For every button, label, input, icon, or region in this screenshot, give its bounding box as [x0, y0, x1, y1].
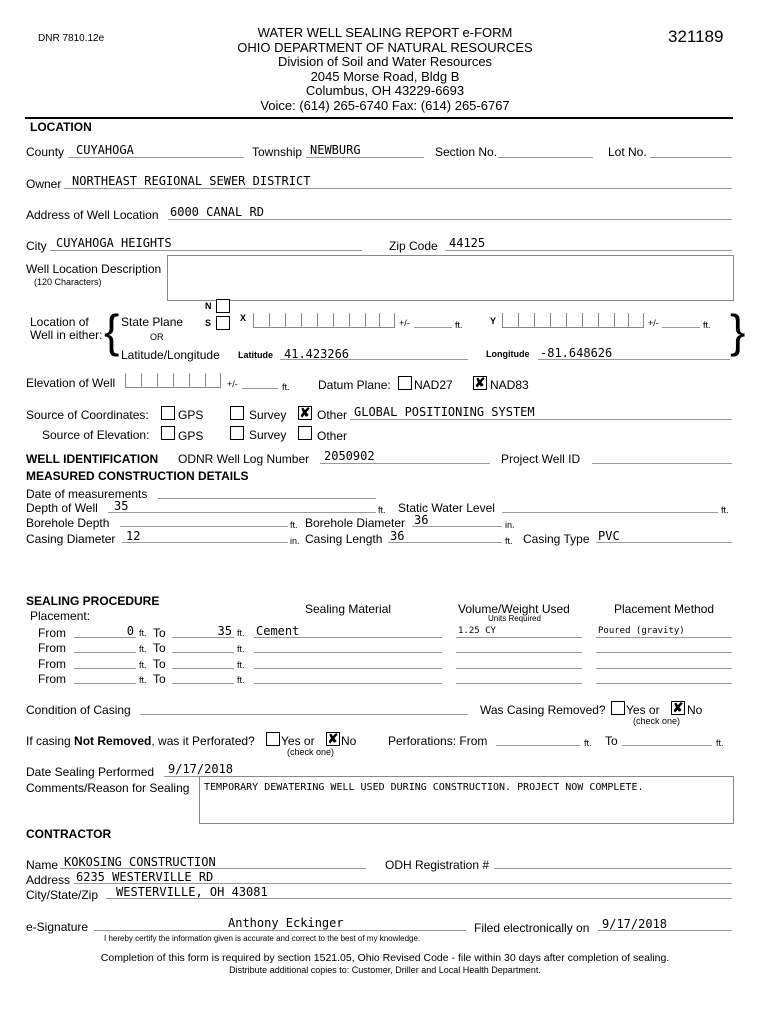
contractor-name-field[interactable]: KOKOSING CONSTRUCTION [64, 855, 216, 869]
removed-check-one: (check one) [633, 716, 681, 726]
datum-label: Datum Plane: [318, 378, 391, 392]
county-field[interactable]: CUYAHOGA [76, 143, 134, 157]
to-label: To [153, 641, 166, 655]
desc-field[interactable] [167, 255, 734, 301]
removed-label: Was Casing Removed? [480, 703, 606, 717]
depth-label: Depth of Well [26, 501, 98, 515]
depth-field[interactable]: 35 [114, 499, 129, 513]
date-sealing-field[interactable]: 9/17/2018 [168, 762, 234, 776]
or-label: OR [150, 332, 164, 342]
volume-header: Volume/Weight Used [458, 602, 570, 616]
esig-field[interactable]: Anthony Eckinger [228, 916, 344, 930]
owner-field[interactable]: NORTHEAST REGIONAL SEWER DISTRICT [72, 174, 311, 188]
perforations-from-label: Perforations: From [388, 734, 488, 748]
n-checkbox[interactable] [216, 299, 230, 313]
material-field[interactable]: Cement [256, 624, 300, 638]
perforations-to-label: To [605, 734, 618, 748]
latitude-field[interactable]: 41.423266 [284, 347, 350, 361]
to-ft-label: ft. [237, 644, 245, 654]
borehole-depth-label: Borehole Depth [26, 516, 110, 530]
coord-gps-checkbox[interactable] [161, 406, 175, 420]
method-header: Placement Method [614, 602, 715, 616]
bore-dia-field[interactable]: 36 [414, 513, 429, 527]
y-pm-label: +/- [648, 318, 659, 328]
casing-dia-field[interactable]: 12 [126, 529, 141, 543]
removed-yes-label: Yes or [626, 703, 660, 717]
filed-label: Filed electronically on [474, 921, 590, 935]
depth-ft-label: ft. [378, 505, 386, 515]
sealing-heading: SEALING PROCEDURE [26, 594, 160, 608]
contractor-address-field[interactable]: 6235 WESTERVILLE RD [76, 870, 214, 884]
odh-label: ODH Registration # [385, 858, 490, 872]
log-number-label: ODNR Well Log Number [178, 452, 310, 466]
x-coordinate-field[interactable] [253, 313, 395, 328]
from-ft-label: ft. [139, 628, 147, 638]
to-label: To [153, 672, 166, 686]
nad83-checkbox[interactable]: ✘ [474, 375, 486, 390]
zip-label: Zip Code [389, 239, 438, 253]
township-label: Township [252, 145, 303, 159]
volume-field[interactable]: 1.25 CY [458, 626, 496, 636]
elev-pm-label: +/- [227, 379, 238, 389]
casing-len-field[interactable]: 36 [390, 529, 405, 543]
to-ft-label: ft. [237, 660, 245, 670]
section-label: Section No. [435, 145, 498, 159]
elev-survey-label: Survey [249, 428, 287, 442]
coord-survey-label: Survey [249, 408, 287, 422]
removed-no-label: No [687, 703, 703, 717]
perforated-no-label: No [341, 734, 357, 748]
form-title: WATER WELL SEALING REPORT e-FORM OHIO DEPARTMENT OF NATURAL RESOURCES Division of Soil and Water Resources 2045 Morse Road, Bldg B Columbus, OH 43229-6693 Voice: (614) 265-6740 Fax: (614) 265-6767 [237, 25, 533, 113]
static-ft-label: ft. [721, 505, 729, 515]
coord-other-label: Other [317, 408, 348, 422]
method-field[interactable]: Poured (gravity) [598, 626, 685, 636]
material-header: Sealing Material [305, 602, 392, 616]
township-field[interactable]: NEWBURG [310, 143, 361, 157]
nad83-label: NAD83 [490, 378, 529, 392]
longitude-label: Longitude [486, 349, 530, 359]
footer-line-2: Distribute additional copies to: Customer, Driller and Local Health Department. [229, 965, 541, 975]
esig-label: e-Signature [26, 920, 89, 934]
perforated-label: If casing Not Removed, was it Perforated? [26, 734, 255, 748]
s-label: S [205, 318, 212, 328]
units-required-label: Units Required [488, 614, 541, 623]
from-ft-label: ft. [139, 644, 147, 654]
perforated-no-checkbox[interactable]: ✘ [327, 731, 339, 746]
elev-other-checkbox[interactable] [298, 426, 312, 440]
to-field[interactable]: 35 [217, 624, 232, 638]
construction-heading: MEASURED CONSTRUCTION DETAILS [26, 469, 249, 483]
location-of-label: Location of [30, 315, 89, 329]
latlong-label: Latitude/Longitude [121, 348, 220, 362]
zip-field[interactable]: 44125 [449, 236, 486, 250]
coord-source-label: Source of Coordinates: [26, 408, 149, 422]
date-sealing-label: Date Sealing Performed [26, 765, 155, 779]
from-ft-label: ft. [139, 660, 147, 670]
perf-to-ft: ft. [716, 738, 724, 748]
log-number-field[interactable]: 2050902 [324, 449, 375, 463]
nad27-checkbox[interactable] [398, 376, 412, 390]
n-label: N [205, 301, 212, 311]
casing-len-ft-label: ft. [505, 536, 513, 546]
y-coordinate-field[interactable] [502, 313, 644, 328]
from-label: From [38, 641, 66, 655]
date-measure-label: Date of measurements [26, 487, 148, 501]
owner-label: Owner [26, 177, 62, 191]
elev-gps-label: GPS [178, 429, 204, 443]
csz-field[interactable]: WESTERVILLE, OH 43081 [116, 885, 268, 899]
county-label: County [26, 145, 65, 159]
state-plane-label: State Plane [121, 315, 184, 329]
to-label: To [153, 626, 166, 640]
certify-text: I hereby certify the information given is accurate and correct to the best of my knowledge. [104, 934, 421, 943]
perforated-yes-checkbox[interactable] [266, 732, 280, 746]
form-number: 321189 [668, 27, 724, 46]
x-ft-label: ft. [455, 320, 463, 330]
placement-label: Placement: [30, 609, 91, 623]
to-label: To [153, 657, 166, 671]
elev-gps-checkbox[interactable] [161, 426, 175, 440]
well-in-either-label: Well in either: [30, 328, 103, 342]
contractor-heading: CONTRACTOR [26, 827, 112, 841]
city-label: City [26, 239, 47, 253]
address-field[interactable]: 6000 CANAL RD [170, 205, 264, 219]
desc-label: Well Location Description [26, 262, 162, 276]
casing-dia-label: Casing Diameter [26, 532, 116, 546]
nad27-label: NAD27 [414, 378, 453, 392]
city-field[interactable]: CUYAHOGA HEIGHTS [56, 236, 172, 250]
coord-other-field[interactable]: GLOBAL POSITIONING SYSTEM [354, 405, 535, 419]
condition-label: Condition of Casing [26, 703, 131, 717]
y-label: Y [490, 316, 497, 326]
form-code: DNR 7810.12e [38, 33, 105, 44]
address-label: Address of Well Location [26, 208, 159, 222]
to-ft-label: ft. [237, 675, 245, 685]
contractor-address-label: Address [26, 873, 71, 887]
perforated-check-one: (check one) [287, 747, 335, 757]
from-field[interactable]: 0 [126, 624, 134, 638]
brace-right: } [730, 305, 746, 357]
from-label: From [38, 657, 66, 671]
filed-field[interactable]: 9/17/2018 [602, 917, 668, 931]
elev-survey-checkbox[interactable] [230, 426, 244, 440]
removed-no-checkbox[interactable]: ✘ [672, 700, 684, 715]
elevation-field[interactable] [125, 373, 221, 388]
x-label: X [240, 313, 247, 323]
bore-dia-in-label: in. [505, 520, 515, 530]
comments-box[interactable] [199, 776, 734, 824]
project-id-label: Project Well ID [501, 452, 581, 466]
bore-dia-label: Borehole Diameter [305, 516, 406, 530]
latitude-label: Latitude [238, 350, 273, 360]
coord-other-checkbox[interactable]: ✘ [299, 405, 311, 420]
borehole-ft-label: ft. [290, 520, 298, 530]
removed-yes-checkbox[interactable] [611, 701, 625, 715]
location-heading: LOCATION [30, 120, 92, 134]
elev-source-label: Source of Elevation: [42, 428, 150, 442]
comments-field: TEMPORARY DEWATERING WELL USED DURING CONSTRUCTION. PROJECT NOW COMPLETE. [204, 782, 644, 793]
coord-gps-label: GPS [178, 408, 204, 422]
elev-ft-label: ft. [282, 382, 290, 392]
footer-line-1: Completion of this form is required by section 1521.05, Ohio Revised Code - file within 30 days after completion of sealing. [100, 952, 670, 964]
casing-dia-in-label: in. [290, 536, 300, 546]
elev-other-label: Other [317, 429, 348, 443]
lot-label: Lot No. [608, 145, 647, 159]
y-ft-label: ft. [703, 320, 711, 330]
to-ft-label: ft. [237, 628, 245, 638]
casing-type-field[interactable]: PVC [598, 529, 620, 543]
static-label: Static Water Level [398, 501, 495, 515]
well-id-heading: WELL IDENTIFICATION [26, 452, 159, 466]
perforated-yes-label: Yes or [281, 734, 315, 748]
brace-left: { [104, 305, 120, 357]
x-pm-label: +/- [399, 318, 410, 328]
comments-label: Comments/Reason for Sealing [26, 781, 190, 795]
header-divider [25, 117, 733, 119]
casing-len-label: Casing Length [305, 532, 383, 546]
csz-label: City/State/Zip [26, 888, 99, 902]
casing-type-label: Casing Type [523, 532, 590, 546]
coord-survey-checkbox[interactable] [230, 406, 244, 420]
from-ft-label: ft. [139, 675, 147, 685]
longitude-field[interactable]: -81.648626 [540, 346, 613, 360]
contractor-name-label: Name [26, 858, 59, 872]
from-label: From [38, 672, 66, 686]
desc-sublabel: (120 Characters) [34, 277, 102, 287]
from-label: From [38, 626, 66, 640]
s-checkbox[interactable] [216, 316, 230, 330]
perf-from-ft: ft. [584, 738, 592, 748]
elevation-label: Elevation of Well [26, 376, 116, 390]
